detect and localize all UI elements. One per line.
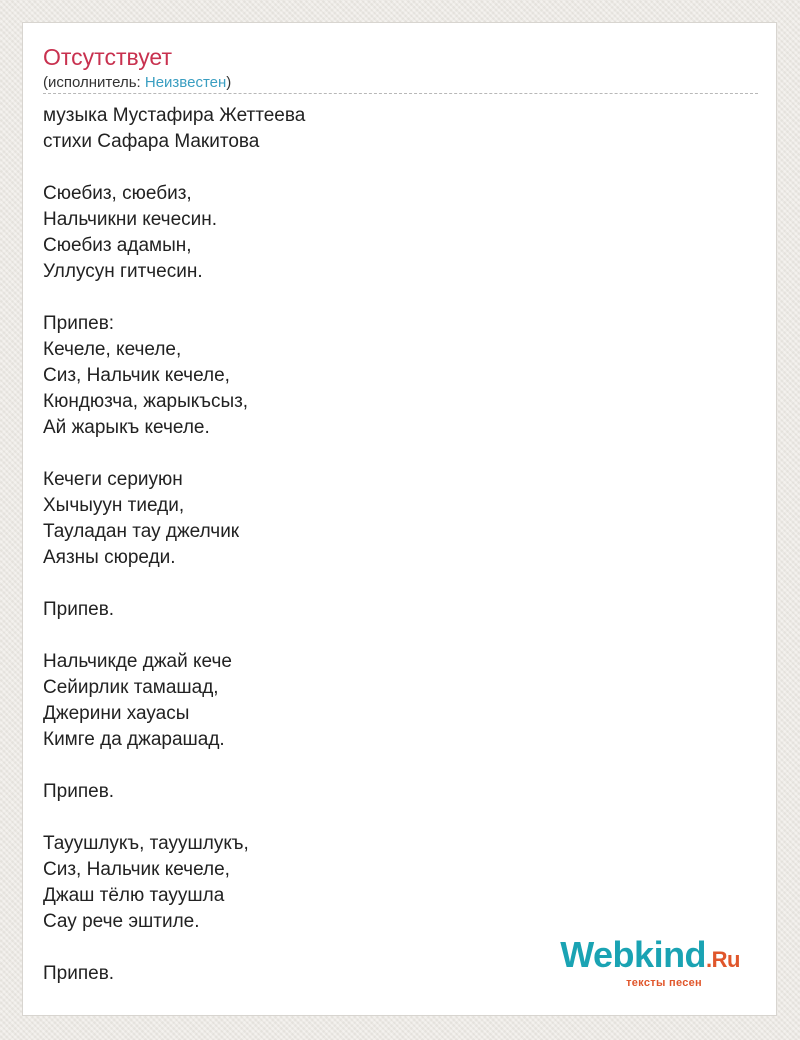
lyric-line: Нальчикни кечесин. bbox=[43, 209, 218, 230]
stanza-gap bbox=[43, 285, 743, 311]
lyric-line: Джаш тёлю тауушла bbox=[43, 885, 225, 906]
lyric-line: Припев. bbox=[43, 599, 115, 620]
lyrics-text bbox=[43, 103, 743, 987]
artist-line bbox=[43, 74, 231, 92]
stanza-gap bbox=[43, 753, 743, 779]
stanza-gap bbox=[43, 805, 743, 831]
lyric-line: Нальчикде джай кече bbox=[43, 651, 232, 672]
lyric-line: Кечеги сериуюн bbox=[43, 469, 183, 490]
lyric-line: Сюебиз адамын, bbox=[43, 235, 192, 256]
stanza-gap bbox=[43, 441, 743, 467]
lyric-line: Кюндюзча, жарыкъсыз, bbox=[43, 391, 249, 412]
lyric-line: музыка Мустафира Жеттеева bbox=[43, 105, 306, 126]
lyric-line: Припев. bbox=[43, 781, 115, 802]
lyric-line: Аязны сюреди. bbox=[43, 547, 176, 568]
stanza-gap bbox=[43, 571, 743, 597]
logo-main-text: Webkind bbox=[560, 934, 707, 975]
artist-link[interactable]: Неизвестен bbox=[144, 74, 227, 91]
artist-prefix: (исполнитель: bbox=[43, 74, 145, 91]
logo-tagline: тексты песен bbox=[626, 977, 702, 989]
lyric-line: Припев: bbox=[43, 313, 115, 334]
lyric-line: Кечеле, кечеле, bbox=[43, 339, 182, 360]
lyric-line: Тауладан тау джелчик bbox=[43, 521, 240, 542]
lyric-line: Сейирлик тамашад, bbox=[43, 677, 219, 698]
webkind-logo[interactable] bbox=[560, 934, 740, 989]
lyric-line: Сиз, Нальчик кечеле, bbox=[43, 365, 230, 386]
stanza-gap bbox=[43, 155, 743, 181]
lyric-line: Сиз, Нальчик кечеле, bbox=[43, 859, 230, 880]
lyric-line: Сюебиз, сюебиз, bbox=[43, 183, 192, 204]
lyric-line: Кимге да джарашад. bbox=[43, 729, 225, 750]
divider bbox=[43, 93, 758, 94]
stanza-gap bbox=[43, 623, 743, 649]
song-title: Отсутствует bbox=[43, 44, 172, 70]
lyric-line: Уллусун гитчесин. bbox=[43, 261, 203, 282]
lyrics-card bbox=[22, 22, 777, 1016]
lyric-line: Тауушлукъ, тауушлукъ, bbox=[43, 833, 249, 854]
artist-suffix: ) bbox=[226, 74, 232, 91]
lyric-line: стихи Сафара Макитова bbox=[43, 131, 260, 152]
lyric-line: Джерини хауасы bbox=[43, 703, 190, 724]
lyric-line: Припев. bbox=[43, 963, 115, 984]
lyric-line: Хычыуун тиеди, bbox=[43, 495, 185, 516]
lyric-line: Ай жарыкъ кечеле. bbox=[43, 417, 210, 438]
lyric-line: Сау рече эштиле. bbox=[43, 911, 200, 932]
logo-suffix: .Ru bbox=[706, 947, 740, 972]
